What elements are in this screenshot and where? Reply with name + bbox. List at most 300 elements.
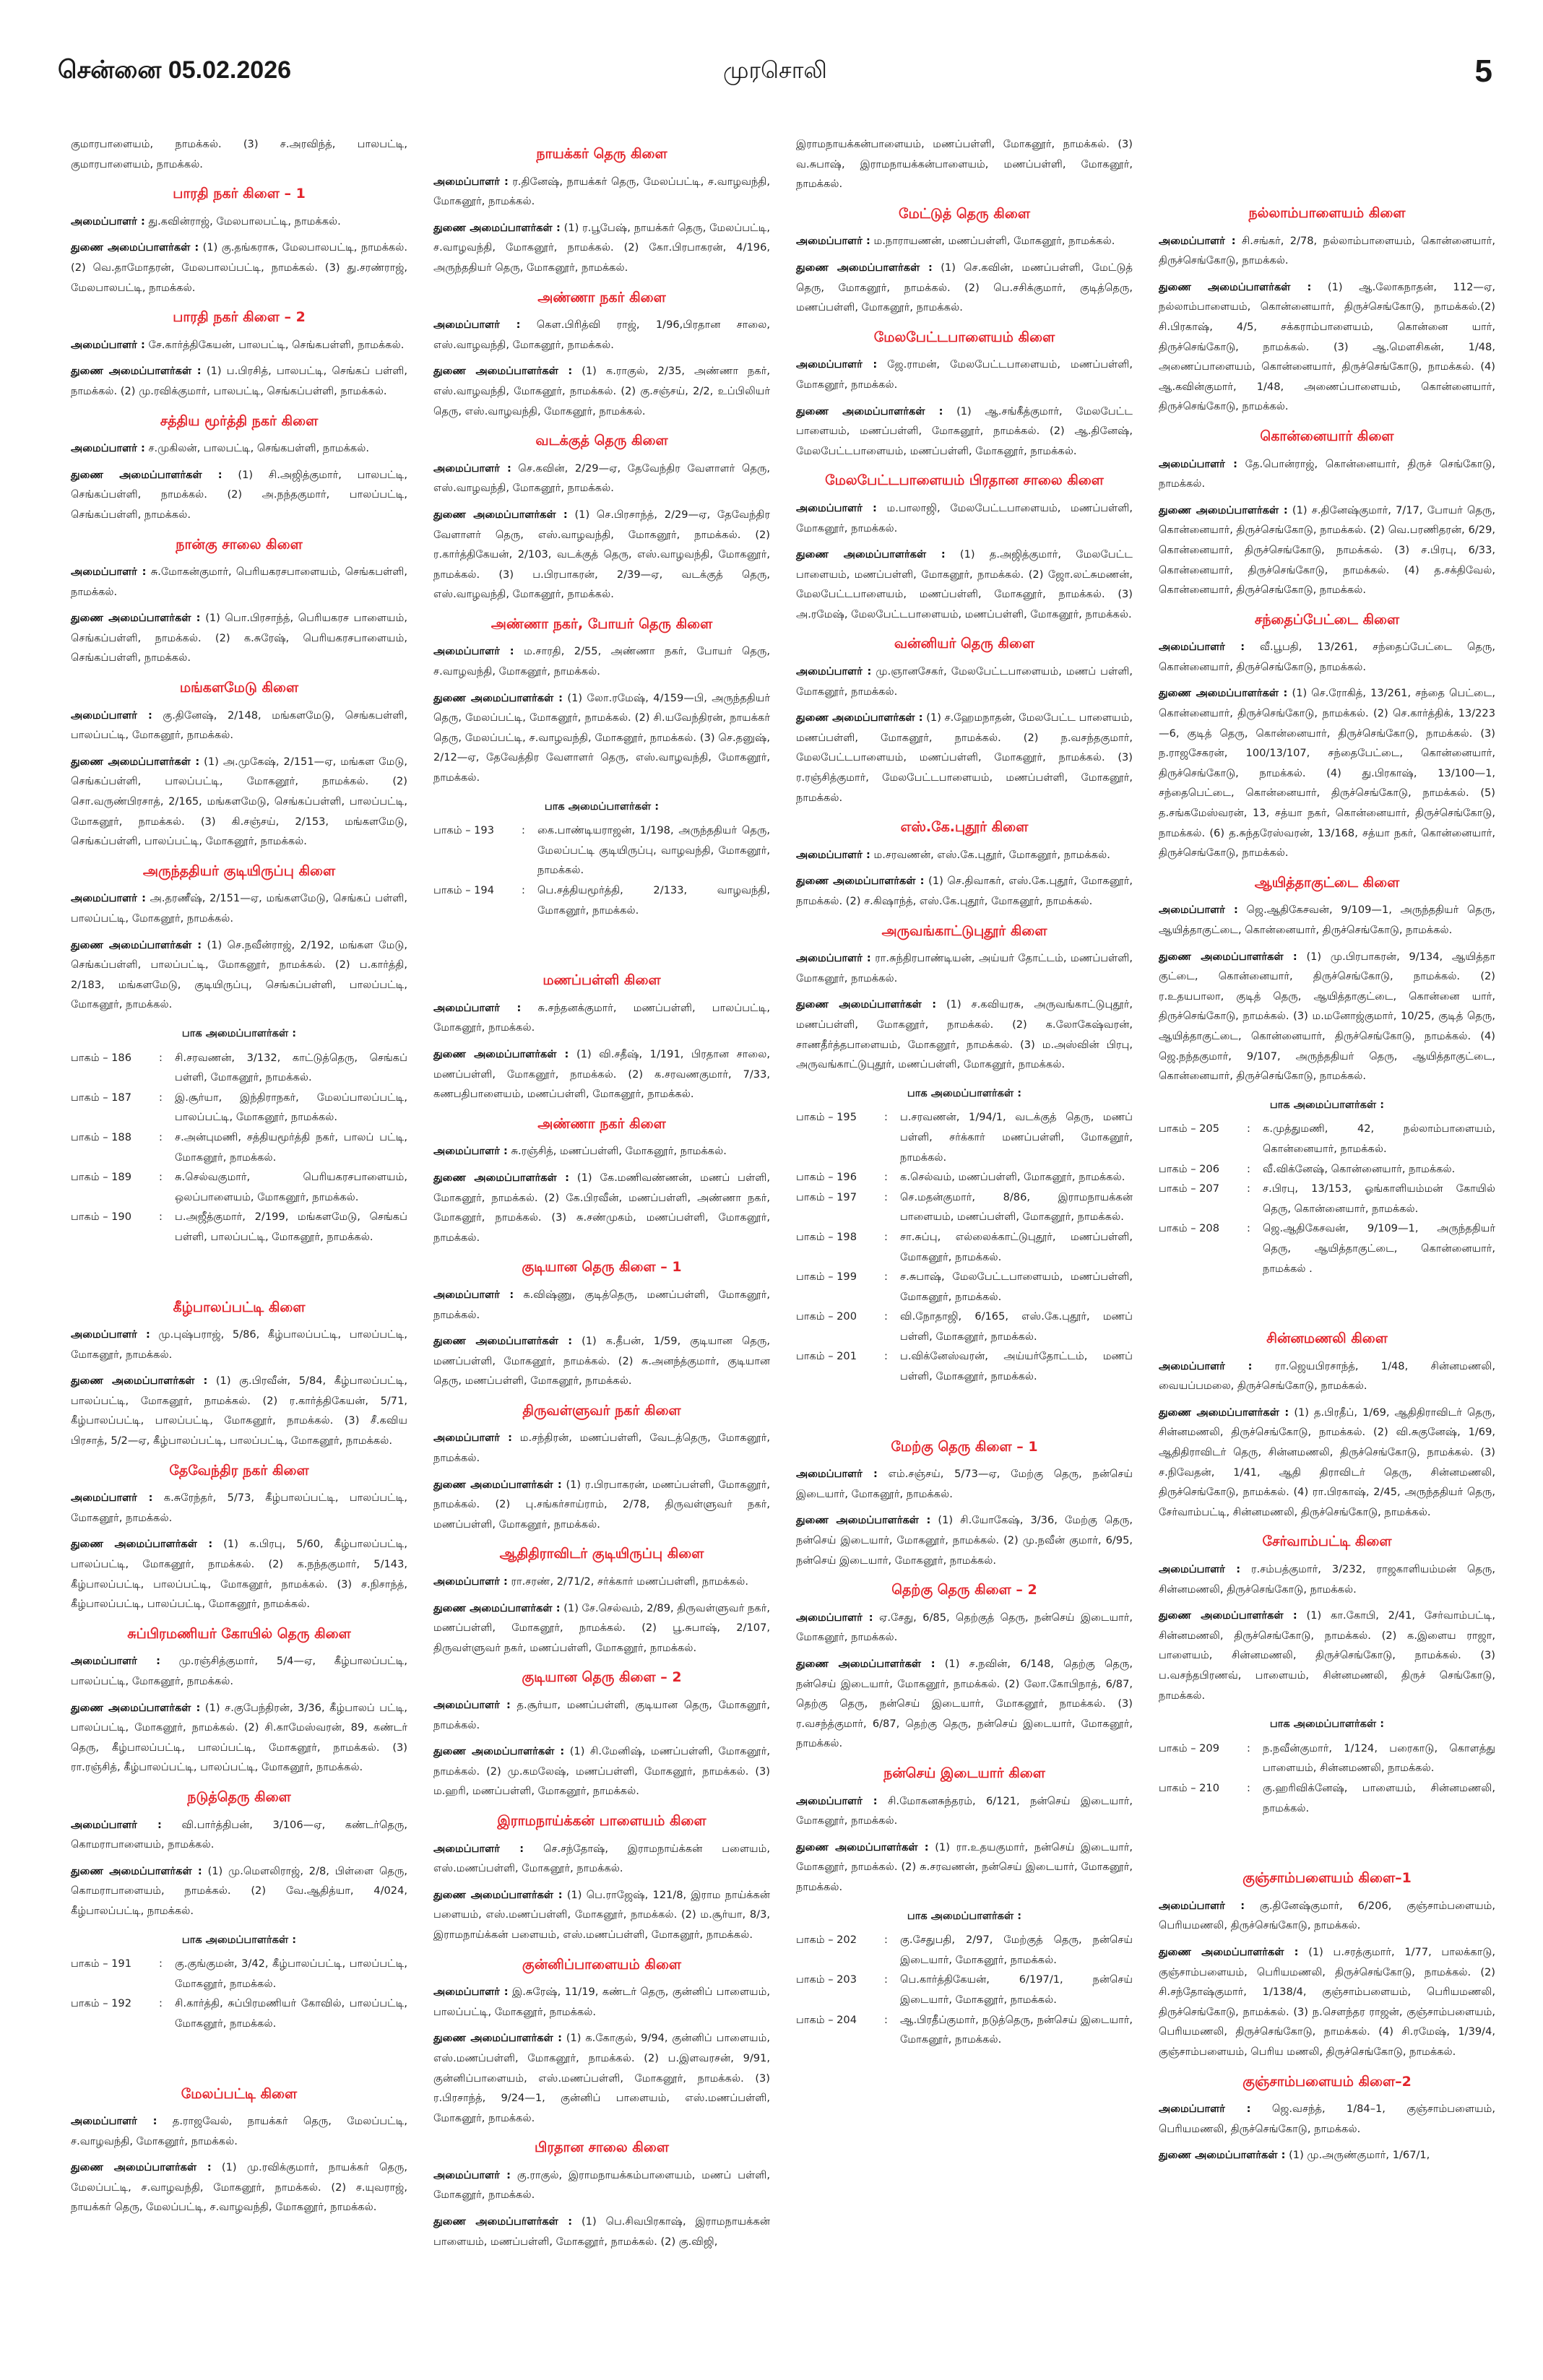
section-subheading: பாக அமைப்பாளர்கள் : <box>544 800 660 813</box>
organizer-details: ச.முகிலன், பாலபட்டி, செங்கபள்ளி, நாமக்கல். <box>144 442 370 455</box>
booth-organizer-row <box>796 1307 1133 1346</box>
role-label: அமைப்பாளர் : <box>433 1001 522 1014</box>
organizer-entry <box>1159 1942 1495 2062</box>
organizer-details: சு.ரஞ்சித், மணப்பள்ளி, மோகனூர், நாமக்கல். <box>507 1145 727 1158</box>
booth-number: பாகம் – 190 <box>71 1211 131 1224</box>
organizer-entry <box>796 498 1133 538</box>
separator-colon: : <box>522 884 525 896</box>
organizer-details: எம்.சஞ்சய், 5/73—ஏ, மேற்கு தெரு, நன்செய் இடையார், மோகனூர், நாமக்கல். <box>796 1468 1133 1500</box>
booth-number: பாகம் – 207 <box>1159 1182 1219 1195</box>
branch-heading: தேவேந்திர நகர் கிளை <box>169 1462 309 1479</box>
organizer-details: ர.சம்பத்குமார், 3/232, ராஜகாளியம்மன் தெரு, சின்னமணலி, திருச்செங்கோடு, நாமக்கல். <box>1159 1563 1496 1596</box>
organizer-details: (1) மு.மௌலிராஜ், 2/8, பிள்ளை தெரு, கொமராபாளையம், நாமக்கல். (2) வே.ஆதித்யா, 4/024, கீழ்பாலப்பட்டி, நாமக்கல். <box>71 1864 407 1917</box>
masthead <box>58 53 1492 100</box>
separator-colon: : <box>159 1051 163 1064</box>
branch-heading: நாயக்கர் தெரு கிளை <box>536 146 667 162</box>
branch-heading: ஆயித்தாகுட்டை கிளை <box>1254 874 1400 891</box>
organizer-entry <box>1159 1896 1495 1936</box>
organizer-details: மு.ரஞ்சித்குமார், 5/4—ஏ, கீழ்பாலப்பட்டி, பாலப்பட்டி, மோகனூர், நாமக்கல். <box>71 1655 408 1687</box>
role-label: அமைப்பாளர் : <box>796 665 872 678</box>
continued-text <box>796 134 1133 194</box>
organizer-details: (1) ர.பிரபாகரன், மணப்பள்ளி, மோகனூர், நாமக்கல். (2) பு.சங்கர்சாய்ராம், 2/78, திருவள்ளுவர் நகர், மணப்பள்ளி, மோகனூர், நாமக்கல். <box>433 1478 770 1531</box>
booth-number: பாகம் – 189 <box>71 1171 131 1184</box>
organizer-entry <box>71 935 407 1015</box>
organizer-entry <box>796 1464 1133 1504</box>
organizer-details: ரா.சுந்திரபாண்டியன், அய்யர் தோட்டம், மணப்பள்ளி, மோகனூர், நாமக்கல். <box>796 952 1133 985</box>
role-label: அமைப்பாளர் : <box>1159 457 1237 470</box>
organizer-details: (1) மு.பிரபாகரன், 9/134, ஆயித்தா குட்டை, கொன்னையார், திருச்செங்கோடு, நாமக்கல். (2) ர.உதயபாலா, குடித் தெரு, ஆயித்தாகுட்டை, கொன்னை யார், திருச்செங்கோடு, நாமக்கல். (3) ம.மனோஜ்குமார், 10/25, குடித் தெரு, ஆயித்தாகுட்டை, கொன்னையார், திருச்செங்கோடு, நாமக்கல். (4) ஜெ.நந்தகுமார், 9/107, அருந்ததியர் தெரு, ஆயித்தாகுட்டை, கொன்னையார், திருச்செங்கோடு, நாமக்கல். <box>1159 950 1495 1083</box>
booth-organizer-details: கை.பாண்டியராஜன், 1/198, அருந்ததியர் தெரு, மேலப்பட்டி குடியிருப்பு, வாழவந்தி, மோகனூர், நாமக்கல். <box>537 824 770 877</box>
organizer-details: (1) பெ.சிவபிரகாஷ், இராமநாயக்கன் பாளையம், மணப்பள்ளி, மோகனூர், நாமக்கல். (2) கு.விஜி, <box>433 2215 770 2248</box>
role-label: துணை அமைப்பாளர்கள் : <box>1159 1406 1289 1419</box>
organizer-details: ரா.ஜெயபிரசாந்த், 1/48, சின்னமணலி, வையப்பமலை, திருச்செங்கோடு, நாமக்கல். <box>1159 1359 1495 1393</box>
organizer-entry <box>433 1285 770 1325</box>
separator-colon: : <box>1247 1222 1250 1235</box>
organizer-details: (1) லோ.ரமேஷ், 4/159—பி, அருந்ததியர் தெரு, மேலப்பட்டி, மோகனூர், நாமக்கல். (2) சி.யவேந்திரன், நாயக்கர் தெரு, மேலப்பட்டி, ச.வாழவந்தி, மோகனூர், நாமக்கல். (3) செ.தனுஷ், 2/12—ஏ, தேவேத்திர வேளாளர் தெரு, எஸ்.வாழவந்தி, மோகனூர், நாமக்கல். <box>433 691 770 784</box>
role-label: அமைப்பாளர் : <box>433 1288 514 1301</box>
separator-colon: : <box>884 1171 888 1184</box>
booth-organizer-details: ச.சுபாஷ், மேலபேட்டபாளையம், மணப்பள்ளி, மோகனூர், நாமக்கல். <box>900 1271 1133 1303</box>
organizer-entry <box>1159 231 1495 271</box>
booth-number: பாகம் – 192 <box>71 1997 131 2010</box>
section-subheading: பாக அமைப்பாளர்கள் : <box>907 1086 1022 1099</box>
organizer-details: ரா.சரண், 2/71/2, சர்க்கார் மணப்பள்ளி, நாமக்கல். <box>507 1575 749 1588</box>
separator-colon: : <box>159 1091 163 1104</box>
article-columns <box>71 134 1497 2258</box>
organizer-details: மு.ஞானசேகர், மேலபேட்டபாளையம், மணப் பள்ளி, மோகனூர், நாமக்கல். <box>796 665 1133 698</box>
role-label: துணை அமைப்பாளர்கள் : <box>1159 2149 1286 2162</box>
organizer-details: த.சூர்யா, மணப்பள்ளி, குடியான தெரு, மோகனூர், நாமக்கல். <box>433 1699 771 1731</box>
booth-organizer-list <box>71 1954 407 2033</box>
column-1 <box>71 134 407 2258</box>
booth-number: பாகம் – 203 <box>796 1973 857 1986</box>
booth-number: பாகம் – 201 <box>796 1350 857 1363</box>
booth-organizer-row <box>71 1048 407 1088</box>
branch-heading: நடுத்தெரு கிளை <box>187 1788 291 1805</box>
booth-organizer-row <box>1159 1219 1495 1278</box>
organizer-entry <box>433 2028 770 2128</box>
section-subheading: பாக அமைப்பாளர்கள் : <box>1269 1098 1385 1111</box>
organizer-entry <box>433 998 770 1038</box>
organizer-details: ஜெ.வசந்த், 1/84–1, குஞ்சாம்பளையம், பெரியமணலி, திருச்செங்கோடு, நாமக்கல். <box>1159 2103 1495 2135</box>
role-label: அமைப்பாளர் : <box>796 1794 878 1807</box>
role-label: துணை அமைப்பாளர்கள் : <box>796 1840 929 1853</box>
organizer-entry <box>71 1861 407 1921</box>
role-label: துணை அமைப்பாளர்கள் : <box>796 998 937 1011</box>
organizer-entry <box>796 845 1133 865</box>
organizer-entry <box>433 641 770 681</box>
organizer-entry <box>433 218 770 278</box>
role-label: துணை அமைப்பாளர்கள் : <box>71 1701 201 1714</box>
branch-heading: மேற்கு தெரு கிளை – 1 <box>891 1438 1038 1455</box>
separator-colon: : <box>159 1957 163 1970</box>
organizer-details: மு.புஷ்பராஜ், 5/86, கீழ்பாலப்பட்டி, பாலப்பட்டி, மோகனூர், நாமக்கல். <box>71 1328 408 1361</box>
separator-colon: : <box>884 1271 888 1284</box>
booth-organizer-row <box>796 1187 1133 1227</box>
role-label: அமைப்பாளர் : <box>71 338 145 351</box>
organizer-details: ம.பாலாஜி, மேலபேட்டபாளையம், மணப்பள்ளி, மோகனூர், நாமக்கல். <box>796 501 1133 535</box>
booth-organizer-row <box>1159 1179 1495 1219</box>
booth-organizer-row <box>433 880 770 920</box>
organizer-details: வீ.பூபதி, 13/261, சந்தைப்பேட்டை தெரு, கொன்னையார், திருச்செங்கோடு, நாமக்கல். <box>1159 641 1495 673</box>
booth-organizer-details: ஆ.பிரதீப்குமார், நடுத்தெரு, நன்செய் இடையார், மோகனூர், நாமக்கல். <box>900 2013 1133 2046</box>
role-label: துணை அமைப்பாளர்கள் : <box>433 2032 562 2045</box>
organizer-entry <box>1159 683 1495 862</box>
organizer-entry <box>71 1371 407 1450</box>
branch-heading: அண்ணா நகர் கிளை <box>537 289 666 306</box>
role-label: அமைப்பாளர் : <box>433 1575 508 1588</box>
organizer-details: வி.பார்த்திபன், 3/106—ஏ, கண்டர்தெரு, கொமராபாளையம், நாமக்கல். <box>71 1818 408 1851</box>
role-label: அமைப்பாளர் : <box>71 1492 153 1505</box>
booth-organizer-details: ப.சரவணன், 1/94/1, வடக்குத் தெரு, மணப் பள்ளி, சர்க்கார் மணப்பள்ளி, மோகனூர், நாமக்கல். <box>900 1111 1133 1164</box>
branch-heading: தெற்கு தெரு கிளை – 2 <box>891 1582 1037 1598</box>
branch-heading: வடக்குத் தெரு கிளை <box>535 433 668 449</box>
organizer-entry <box>71 212 407 232</box>
separator-colon: : <box>1247 1781 1250 1794</box>
organizer-details: (1) வி.சதீஷ், 1/191, பிரதான சாலை, மணப்பள்ளி, மோகனூர், நாமக்கல். (2) க.சரவணகுமார், 7/33, கணபதிபாளையம், மணப்பள்ளி, மோகனூர், நாமக்கல். <box>433 1047 770 1101</box>
organizer-entry <box>796 995 1133 1074</box>
organizer-entry <box>1159 2099 1495 2139</box>
role-label: துணை அமைப்பாளர்கள் : <box>796 1658 935 1670</box>
organizer-entry <box>796 1608 1133 1648</box>
role-label: துணை அமைப்பாளர்கள் : <box>71 2161 212 2174</box>
booth-organizer-row <box>796 1930 1133 1970</box>
booth-number: பாகம் – 209 <box>1159 1741 1219 1754</box>
organizer-details: (1) ரா.உதயகுமார், நன்செய் இடையார், மோகனூர், நாமக்கல். (2) சு.சரவணன், நன்செய் இடையார், மோகனூர், நாமக்கல். <box>796 1840 1133 1893</box>
organizer-entry <box>433 505 770 605</box>
organizer-entry <box>433 2212 770 2251</box>
organizer-details: (1) சே.செல்வம், 2/89, திருவள்ளுவர் நகர், மணப்பள்ளி, மோகனூர், நாமக்கல். (2) பூ.சுபாஷ், 2/107, திருவள்ளுவர் நகர், மணப்பள்ளி, மோகனூர், நாமக்கல். <box>433 1601 770 1654</box>
organizer-details: (1) க.கோகுல், 9/94, குன்னிப் பாளையம், எஸ்.மணப்பள்ளி, மோகனூர், நாமக்கல். (2) ப.இளவரசன், 9/91, குன்னிப்பாளையம், எஸ்.மணப்பள்ளி, மோகனூர், நாமக்கல். (3) ர.பிரசாந்த், 9/24—1, குன்னிப் பாளையம், எஸ்.மணப்பள்ளி, மோகனூர், நாமக்கல். <box>433 2032 771 2124</box>
organizer-entry <box>433 1475 770 1535</box>
role-label: அமைப்பாளர் : <box>1159 2103 1251 2116</box>
branch-heading: குடியான தெரு கிளை – 2 <box>522 1669 682 1686</box>
role-label: துணை அமைப்பாளர்கள் : <box>796 875 925 888</box>
organizer-details: (1) செ.திவாகர், எஸ்.கே.புதூர், மோகனூர், நாமக்கல். (2) ச.கிஷாந்த், எஸ்.கே.புதூர், மோகனூர், நாமக்கல். <box>796 875 1133 907</box>
branch-heading: அருவங்காட்டுபுதூர் கிளை <box>881 922 1047 939</box>
role-label: துணை அமைப்பாளர்கள் : <box>796 548 946 561</box>
organizer-details: (1) த.அஜித்குமார், மேலபேட்ட பாளையம், மணப்பள்ளி, மோகனூர், நாமக்கல். (2) ஜோ.லட்சுமணன், மேலபேட்டபாளையம், மணப்பள்ளி, மோகனூர், நாமக்கல். (3) அ.ரமேஷ், மேலபேட்டபாளையம், மணப்பள்ளி, மோகனூர், நாமக்கல். <box>796 548 1133 620</box>
organizer-details: (1) ச.தினேஷ்குமார், 7/17, போயர் தெரு, கொன்னையார், திருச்செங்கோடு, நாமக்கல். (2) வெ.பரணிதரன், 6/29, கொன்னையார், திருச்செங்கோடு, நாமக்கல். (3) ச.பிரபு, 6/33, கொன்னையார், திருச்செங்கோடு, நாமக்கல். (4) த.சக்திவேல், கொன்னையார், திருச்செங்கோடு, நாமக்கல். <box>1159 503 1495 597</box>
branch-heading: குஞ்சாம்பளையம் கிளை–1 <box>1242 1870 1412 1887</box>
role-label: துணை அமைப்பாளர்கள் : <box>71 612 201 625</box>
role-label: துணை அமைப்பாளர்கள் : <box>433 1601 561 1614</box>
organizer-entry <box>1159 277 1495 417</box>
separator-colon: : <box>884 1934 888 1947</box>
booth-organizer-row <box>71 1167 407 1207</box>
branch-heading: நன்செய் இடையார் கிளை <box>883 1765 1045 1781</box>
organizer-entry <box>433 1572 770 1592</box>
organizer-details: கு.தினேஷ்குமார், 6/206, குஞ்சாம்பளையம், பெரியமணலி, திருச்செங்கோடு, நாமக்கல். <box>1159 1899 1496 1932</box>
organizer-details: ம.சந்திரன், மணப்பள்ளி, வேடத்தெரு, மோகனூர், நாமக்கல். <box>433 1432 770 1465</box>
separator-colon: : <box>522 824 525 837</box>
organizer-details: (1) க.பிரபு, 5/60, கீழ்பாலப்பட்டி, பாலப்பட்டி, மோகனூர், நாமக்கல். (2) க.நந்தகுமார், 5/143, கீழ்பாலப்பட்டி, பாலப்பட்டி, மோகனூர், நாமக்கல். (3) ச.நிசாந்த், கீழ்பாலப்பட்டி, பாலப்பட்டி, மோகனூர், நாமக்கல். <box>71 1538 407 1611</box>
separator-colon: : <box>1247 1182 1250 1195</box>
organizer-details: (1) செ.கவின், மணப்பள்ளி, மேட்டுத் தெரு, மோகனூர், நாமக்கல். (2) பெ.சசிக்குமார், குடித்தெரு, மணப்பள்ளி, மோகனூர், நாமக்கல். <box>796 261 1133 314</box>
organizer-details: (1) மு.ரவிக்குமார், நாயக்கர் தெரு, மேலப்பட்டி, ச.வாழவந்தி, மோகனூர், நாமக்கல். (2) ச.யுவராஜ், நாயக்கர் தெரு, மேலப்பட்டி, ச.வாழவந்தி, மோகனூர், நாமக்கல். <box>71 2161 407 2214</box>
booth-organizer-details: சி.கார்த்தி, சுப்பிரமணியர் கோவில், பாலப்பட்டி, மோகனூர், நாமக்கல். <box>175 1997 407 2030</box>
branch-heading: குடியான தெரு கிளை – 1 <box>522 1259 682 1276</box>
booth-organizer-row <box>71 1207 407 1247</box>
role-label: துணை அமைப்பாளர்கள் : <box>433 2215 573 2228</box>
organizer-entry <box>71 562 407 602</box>
organizer-entry <box>433 1331 770 1391</box>
separator-colon: : <box>884 1190 888 1203</box>
booth-number: பாகம் – 208 <box>1159 1222 1219 1235</box>
organizer-entry <box>1159 900 1495 940</box>
booth-organizer-details: ஜெ.ஆதிகேசவன், 9/109—1, அருந்ததியர் தெரு, ஆயித்தாகுட்டை, கொன்னையார், நாமக்கல் . <box>1263 1222 1495 1275</box>
organizer-details: (1) சி.யோகேஷ், 3/36, மேற்கு தெரு, நன்செய் இடையார், மோகனூர், நாமக்கல். (2) மு.நவீன் குமார், 6/95, நன்செய் இடையார், மோகனூர், நாமக்கல். <box>796 1514 1133 1567</box>
organizer-entry <box>433 1741 770 1801</box>
column-4 <box>1159 134 1495 2258</box>
organizer-entry <box>796 871 1133 911</box>
booth-number: பாகம் – 210 <box>1159 1781 1219 1794</box>
organizer-entry <box>433 1428 770 1468</box>
role-label: துணை அமைப்பாளர்கள் : <box>433 1171 569 1184</box>
branch-heading: திருவள்ளுவர் நகர் கிளை <box>522 1402 681 1419</box>
booth-organizer-list <box>796 1930 1133 2050</box>
organizer-details: (1) பெ.ராஜேஷ், 121/8, இராம நாய்க்கன் பளையம், எஸ்.மணப்பள்ளி, மோகனூர், நாமக்கல். (2) ம.சூர்யா, 8/3, இராமநாய்க்கன் பளையம், எஸ்.மணப்பள்ளி, மோகனூர், நாமக்கல். <box>433 1888 771 1941</box>
organizer-details: தே.பொன்ராஜ், கொன்னையார், திருச் செங்கோடு, நாமக்கல். <box>1159 457 1495 490</box>
organizer-details: (1) ச.நவின், 6/148, தெற்கு தெரு, நன்செய் இடையார், மோகனூர், நாமக்கல். (2) லோ.கோபிநாத், 6/87, தெற்கு தெரு, நன்செய் இடையார், மோகனூர், நாமக்கல். (3) ர.வசந்த்குமார், 6/87, தெற்கு தெரு, நன்செய் இடையார், மோகனூர், நாமக்கல். <box>796 1658 1133 1750</box>
section-subheading: பாக அமைப்பாளர்கள் : <box>181 1026 297 1039</box>
booth-organizer-row <box>796 1267 1133 1307</box>
organizer-entry <box>71 706 407 745</box>
role-label: அமைப்பாளர் : <box>71 2115 157 2128</box>
organizer-details: சி.சங்கர், 2/78, நல்லாம்பாளையம், கொன்னையார், திருச்செங்கோடு, நாமக்கல். <box>1159 234 1495 267</box>
role-label: அமைப்பாளர் : <box>433 1986 509 1999</box>
organizer-entry <box>1159 501 1495 600</box>
booth-organizer-list <box>71 1048 407 1247</box>
organizer-details: (1) க.ராகுல், 2/35, அண்ணா நகர், எஸ்.வாழவந்தி, மோகனூர், நாமக்கல். (2) கு.சஞ்சய், 2/2, உப்பிலியர் தெரு, எஸ்.வாழவந்தி, மோகனூர், நாமக்கல். <box>433 365 771 417</box>
organizer-details: குமாரபாளையம், நாமக்கல். (3) ச.அரவிந்த், பாலபட்டி, குமாரபாளையம், நாமக்கல். <box>71 138 407 170</box>
organizer-entry <box>1159 2145 1495 2165</box>
booth-organizer-details: கு.ஹரிவிக்னேஷ், பாளையம், சின்னமணலி, நாமக்கல். <box>1263 1781 1495 1814</box>
organizer-details: அ.தரணீஷ், 2/151—ஏ, மங்களமேடு, செங்கப் பள்ளி, பாலப்பட்டி, மோகனூர், நாமக்கல். <box>71 892 408 925</box>
separator-colon: : <box>1247 1162 1250 1175</box>
branch-heading: சின்னமணலி கிளை <box>1266 1330 1388 1347</box>
booth-number: பாகம் – 195 <box>796 1111 857 1124</box>
organizer-entry <box>433 1044 770 1104</box>
branch-heading: குஞ்சாம்பளையம் கிளை–2 <box>1242 2073 1412 2090</box>
organizer-details: கௌ.பிரித்வி ராஜ், 1/96,பிரதான சாலை, எஸ்.வாழவந்தி, மோகனூர், நாமக்கல். <box>433 319 770 351</box>
organizer-details: (1) கே.மணிவண்ணன், மணப் பள்ளி, மோகனூர், நாமக்கல். (2) கே.பிரவீன், மணப்பள்ளி, அண்ணா நகர், மோகனூர், நாமக்கல். (3) சு.சண்முகம், மணப்பள்ளி, மோகனூர், நாமக்கல். <box>433 1171 770 1244</box>
organizer-entry <box>433 1695 770 1735</box>
organizer-entry <box>796 1838 1133 1897</box>
role-label: துணை அமைப்பாளர்கள் : <box>1159 1945 1299 1958</box>
column-3 <box>796 134 1133 2258</box>
organizer-entry <box>71 335 407 355</box>
booth-number: பாகம் – 198 <box>796 1230 857 1243</box>
organizer-details: (1) த.பிரதீப், 1/69, ஆதிதிராவிடர் தெரு, சின்னமணலி, திருச்செங்கோடு, நாமக்கல். (2) வி.சுகுனேஷ், 1/69, ஆதிதிராவிடர் தெரு, சின்னமணலி, திருச்செங்கோடு, நாமக்கல். (3) ச.நிவேதன், 1/41, ஆதி திராவிடர் தெரு, சின்னமணலி, திருச்செங்கோடு, நாமக்கல். (4) ரா.பிரகாஷ், 2/45, அருந்ததியர் தெரு, சேர்வாம்பட்டி, சின்னமணலி, திருச்செங்கோடு, நாமக்கல். <box>1159 1406 1495 1518</box>
organizer-entry <box>1159 1606 1495 1705</box>
role-label: அமைப்பாளர் : <box>71 215 145 228</box>
section-subheading: பாக அமைப்பாளர்கள் : <box>181 1933 297 1946</box>
role-label: அமைப்பாளர் : <box>433 1432 512 1445</box>
booth-organizer-list <box>1159 1119 1495 1278</box>
branch-heading: சுப்பிரமணியர் கோயில் தெரு கிளை <box>127 1625 351 1642</box>
newspaper-title: முரசொலி <box>723 56 827 84</box>
organizer-entry <box>433 1598 770 1658</box>
booth-number: பாகம் – 204 <box>796 2013 857 2026</box>
organizer-entry <box>1159 947 1495 1086</box>
organizer-details: ஜெ.ஆதிகேசவன், 9/109—1, அருந்ததியர் தெரு, ஆயித்தாகுட்டை, கொன்னையார், திருச்செங்கோடு, நாமக்கல். <box>1159 904 1496 936</box>
organizer-details: ஜே.ராமன், மேலபேட்டபாளையம், மணப்பள்ளி, மோகனூர், நாமக்கல். <box>796 358 1133 391</box>
organizer-details: இராமநாயக்கன்பாளையம், மணப்பள்ளி, மோகனூர், நாமக்கல். (3) வ.சுபாஷ், இராமநாயக்கன்பாளையம், மணப்பள்ளி, மோகனூர், நாமக்கல். <box>796 138 1133 191</box>
organizer-entry <box>433 361 770 421</box>
organizer-entry <box>796 231 1133 251</box>
branch-heading: சந்தைப்பேட்டை கிளை <box>1254 611 1400 628</box>
organizer-entry <box>433 315 770 355</box>
branch-heading: மேலபேட்டபாளையம் கிளை <box>873 329 1055 345</box>
organizer-entry <box>1159 1403 1495 1523</box>
organizer-details: (1) கு.பிரவீன், 5/84, கீழ்பாலப்பட்டி, பாலப்பட்டி, மோகனூர், நாமக்கல். (2) ர.கார்த்திகேயன், 5/71, கீழ்பாலப்பட்டி, பாலப்பட்டி, மோகனூர், நாமக்கல். (3) சீ.கவிய பிரசாத், 5/2—ஏ, கீழ்பாலப்பட்டி, பாலப்பட்டி, மோகனூர், நாமக்கல். <box>71 1375 407 1448</box>
continued-text <box>71 134 407 174</box>
booth-organizer-row <box>1159 1159 1495 1180</box>
role-label: அமைப்பாளர் : <box>1159 1359 1253 1372</box>
organizer-details: (1) ப.பிரசித், பாலபட்டி, செங்கப் பள்ளி, நாமக்கல். (2) மு.ரவிக்குமார், பாலபட்டி, செங்கப்பள்ளி, நாமக்கல். <box>71 365 407 397</box>
role-label: அமைப்பாளர் : <box>71 709 152 722</box>
booth-organizer-row <box>433 821 770 880</box>
organizer-entry <box>433 1839 770 1879</box>
booth-organizer-list <box>1159 1739 1495 1818</box>
role-label: அமைப்பாளர் : <box>71 1328 150 1341</box>
role-label: அமைப்பாளர் : <box>71 1655 160 1668</box>
edition-date: சென்னை 05.02.2026 <box>58 56 292 84</box>
organizer-details: சே.கார்த்திகேயன், பாலபட்டி, செங்கபள்ளி, நாமக்கல். <box>144 338 405 351</box>
booth-organizer-details: பெ.கார்த்திகேயன், 6/197/1, நன்செய் இடையார், மோகனூர், நாமக்கல். <box>900 1973 1133 2006</box>
branch-heading: அருந்ததியர் குடியிருப்பு கிளை <box>142 862 336 879</box>
booth-organizer-details: க.முத்துமணி, 42, நல்லாம்பாளையம், கொன்னையார், நாமக்கல். <box>1263 1122 1495 1155</box>
booth-organizer-list <box>433 821 770 920</box>
booth-organizer-details: பெ.சத்தியமூர்த்தி, 2/133, வாழவந்தி, மோகனூர், நாமக்கல். <box>537 884 770 917</box>
organizer-entry <box>796 662 1133 701</box>
organizer-entry <box>71 465 407 525</box>
branch-heading: ஆதிதிராவிடர் குடியிருப்பு கிளை <box>499 1546 704 1562</box>
organizer-details: சு.மோகன்குமார், பெரியகரசபாளையம், செங்கபள்ளி, நாமக்கல். <box>71 566 408 598</box>
organizer-details: இ.சுரேஷ், 11/19, கண்டர் தெரு, குன்னிப் பாளையம், பாலப்பட்டி, மோகனூர், நாமக்கல். <box>433 1986 771 2018</box>
role-label: துணை அமைப்பாளர்கள் : <box>71 241 199 254</box>
organizer-details: (1) ச.கவியரசு, அருவங்காட்டுபுதூர், மணப்பள்ளி, மோகனூர், நாமக்கல். (2) க.லோகேஷ்வரன், சாணதீர்த்தபாளையம், மோகனூர், நாமக்கல். (3) ம.அஸ்வின் பிரபு, அருவங்காட்டுபுதூர், மணப்பள்ளி, மோகனூர், நாமக்கல். <box>796 998 1133 1071</box>
separator-colon: : <box>884 1973 888 1986</box>
role-label: துணை அமைப்பாளர்கள் : <box>71 1538 213 1551</box>
organizer-details: (1) சி.அஜித்குமார், பாலபட்டி, செங்கப்பள்ளி, நாமக்கல். (2) அ.நந்தகுமார், பாலப்பட்டி, செங்கப்பள்ளி, நாமக்கல். <box>71 468 407 521</box>
branch-heading: மேலபேட்டபாளையம் பிரதான சாலை கிளை <box>825 472 1104 489</box>
organizer-details: (1) அ.முகேஷ், 2/151—ஏ, மங்கள மேடு, செங்கப்பள்ளி, பாலப்பட்டி, மோகனூர், நாமக்கல். (2) சொ.வருண்பிரசாத், 2/165, மங்களமேடு, செங்கப்பள்ளி, பாலப்பட்டி, மோகனூர், நாமக்கல். (3) கி.சஞ்சய், 2/153, மங்களமேடு, செங்கப்பள்ளி, பாலப்பட்டி, மோகனூர், நாமக்கல். <box>71 755 408 848</box>
role-label: துணை அமைப்பாளர்கள் : <box>796 711 923 724</box>
booth-organizer-row <box>71 1088 407 1128</box>
organizer-details: சு.சந்தனக்குமார், மணப்பள்ளி, பாலப்பட்டி, மோகனூர், நாமக்கல். <box>433 1001 770 1034</box>
role-label: துணை அமைப்பாளர்கள் : <box>433 1335 573 1348</box>
separator-colon: : <box>159 1211 163 1224</box>
organizer-details: (1) ஆ.சங்கீத்குமார், மேலபேட்ட பாளையம், மணப்பள்ளி, மோகனூர், நாமக்கல். (2) ஆ.தினேஷ், மேலபேட்டபாளையம், மணப்பள்ளி, மோகனூர், நாமக்கல். <box>796 404 1133 457</box>
organizer-entry <box>796 355 1133 394</box>
organizer-entry <box>71 1325 407 1364</box>
role-label: அமைப்பாளர் : <box>796 358 878 371</box>
role-label: அமைப்பாளர் : <box>796 1611 873 1624</box>
booth-organizer-details: இ.சூர்யா, இந்திராநகர், மேலப்பாலப்பட்டி, பாலப்பட்டி, மோகனூர், நாமக்கல். <box>175 1091 407 1124</box>
booth-organizer-details: ப.அஜீத்குமார், 2/199, மங்களமேடு, செங்கப் பள்ளி, பாலப்பட்டி, மோகனூர், நாமக்கல். <box>175 1211 407 1243</box>
branch-heading: அண்ணா நகர் கிளை <box>537 1115 666 1132</box>
branch-heading: சத்திய மூர்த்தி நகர் கிளை <box>160 412 319 429</box>
role-label: அமைப்பாளர் : <box>433 1145 508 1158</box>
section-subheading: பாக அமைப்பாளர்கள் : <box>907 1909 1022 1922</box>
organizer-entry <box>71 1698 407 1778</box>
role-label: அமைப்பாளர் : <box>433 1842 524 1855</box>
booth-organizer-details: கு.குங்குமன், 3/42, கீழ்பாலப்பட்டி, பாலப்பட்டி, மோகனூர், நாமக்கல். <box>175 1957 407 1990</box>
organizer-entry <box>71 1488 407 1528</box>
role-label: துணை அமைப்பாளர்கள் : <box>433 365 573 378</box>
branch-heading: எஸ்.கே.புதூர் கிளை <box>900 819 1029 836</box>
branch-heading: கீழ்பாலப்பட்டி கிளை <box>173 1299 306 1315</box>
role-label: அமைப்பாளர் : <box>1159 641 1245 654</box>
organizer-details: செ.கவின், 2/29—ஏ, தேவேந்திர வேளாளர் தெரு, எஸ்.வாழவந்தி, மோகனூர், நாமக்கல். <box>433 462 770 495</box>
organizer-entry <box>1159 454 1495 494</box>
booth-number: பாகம் – 197 <box>796 1190 857 1203</box>
role-label: துணை அமைப்பாளர்கள் : <box>71 365 202 378</box>
role-label: துணை அமைப்பாளர்கள் : <box>796 404 943 417</box>
role-label: அமைப்பாளர் : <box>1159 1563 1241 1576</box>
role-label: துணை அமைப்பாளர்கள் : <box>796 1514 931 1527</box>
organizer-entry <box>71 1651 407 1691</box>
organizer-details: (1) செ.நவீன்ராஜ், 2/192, மங்கள மேடு, செங்கப்பள்ளி, பாலப்பட்டி, மோகனூர், நாமக்கல். (2) ப.கார்த்தி, 2/183, மங்களமேடு, குடியிருப்பு, செங்கப்பள்ளி, பாலப்பட்டி, மோகனூர், நாமக்கல். <box>71 938 407 1011</box>
role-label: துணை அமைப்பாளர்கள் : <box>433 1745 565 1758</box>
organizer-entry <box>433 1982 770 2022</box>
organizer-entry <box>796 708 1133 808</box>
organizer-details: (1) கா.கோபி, 2/41, சேர்வாம்பட்டி, சின்னமணலி, திருச்செங்கோடு, நாமக்கல். (2) க.இளைய ராஜா, பாளையம், சின்னமணலி, திருச்செங்கோடு, நாமக்கல். (3) ப.வசந்தபிரணவ், பாளையம், சின்னமணலி, திருச் செங்கோடு, நாமக்கல். <box>1159 1609 1495 1702</box>
role-label: துணை அமைப்பாளர்கள் : <box>1159 503 1288 516</box>
organizer-entry <box>71 888 407 928</box>
separator-colon: : <box>1247 1122 1250 1135</box>
role-label: துணை அமைப்பாளர்கள் : <box>433 691 563 704</box>
role-label: அமைப்பாளர் : <box>71 1818 162 1831</box>
organizer-details: (1) மு.அருண்குமார், 1/67/1, <box>1285 2149 1430 2162</box>
branch-heading: குன்னிப்பாளையம் கிளை <box>522 1956 682 1973</box>
booth-number: பாகம் – 191 <box>71 1957 131 1970</box>
organizer-details: (1) ச.குபேந்திரன், 3/36, கீழ்பாலப் பட்டி, பாலப்பட்டி, மோகனூர், நாமக்கல். (2) சி.காமேஸ்வரன், 89, கண்டர் தெரு, கீழ்பாலப்பட்டி, பாலப்பட்டி, மோகனூர், நாமக்கல். (3) ரா.ரஞ்சித், கீழ்பாலப்பட்டி, பாலப்பட்டி, மோகனூர், நாமக்கல். <box>71 1701 407 1774</box>
separator-colon: : <box>159 1997 163 2010</box>
organizer-entry <box>433 2165 770 2205</box>
booth-number: பாகம் – 186 <box>71 1051 131 1064</box>
role-label: துணை அமைப்பாளர்கள் : <box>1159 950 1297 963</box>
organizer-entry <box>433 1168 770 1247</box>
role-label: அமைப்பாளர் : <box>1159 234 1236 247</box>
organizer-details: சி.மோகனசுந்தரம், 6/121, நன்செய் இடையார், மோகனூர், நாமக்கல். <box>796 1794 1133 1827</box>
role-label: அமைப்பாளர் : <box>1159 1899 1245 1912</box>
branch-heading: மேட்டுத் தெரு கிளை <box>899 205 1030 222</box>
organizer-details: ம.நாராயணன், மணப்பள்ளி, மோகனூர், நாமக்கல். <box>870 235 1115 248</box>
organizer-entry <box>71 1815 407 1855</box>
organizer-details: (1) சி.மேனிஷ், மணப்பள்ளி, மோகனூர், நாமக்கல். (2) மு.கமலேஷ், மணப்பள்ளி, மோகனூர், நாமக்கல். (3) ம.ஹரி, மணப்பள்ளி, மோகனூர், நாமக்கல். <box>433 1745 770 1798</box>
role-label: துணை அமைப்பாளர்கள் : <box>433 1478 562 1491</box>
booth-organizer-list <box>796 1107 1133 1386</box>
booth-number: பாகம் – 196 <box>796 1171 857 1184</box>
branch-heading: நான்கு சாலை கிளை <box>176 536 303 553</box>
role-label: அமைப்பாளர் : <box>796 501 877 514</box>
role-label: அமைப்பாளர் : <box>71 442 145 455</box>
role-label: துணை அமைப்பாளர்கள் : <box>1159 280 1312 293</box>
organizer-entry <box>1159 1356 1495 1396</box>
booth-organizer-row <box>1159 1778 1495 1818</box>
organizer-entry <box>796 1654 1133 1754</box>
organizer-details: (1) ச.ஹேமநாதன், மேலபேட்ட பாளையம், மணப்பள்ளி, மோகனூர், நாமக்கல். (2) ந.வசந்தகுமார், மேலபேட்டபாளையம், மணப்பள்ளி, மோகனூர், நாமக்கல். (3) ர.ரஞ்சித்குமார், மேலபேட்டபாளையம், மணப்பள்ளி, மோகனூர், நாமக்கல். <box>796 711 1133 804</box>
organizer-entry <box>71 2158 407 2217</box>
organizer-details: (1) ஆ.லோகநாதன், 112—ஏ, நல்லாம்பாளையம், கொன்னையார், திருச்செங்கோடு, நாமக்கல்.(2) சி.பிரகாஷ், 4/5, சக்கராம்பாளையம், கொன்னை யார், திருச்செங்கோடு, நாமக்கல். (3) ஆ.மௌசிகன், 1/48, அணைப்பாளையம், கொன்னையார், திருச்செங்கோடு, நாமக்கல். (4) ஆ.கவின்குமார், 1/48, அணைப்பாளையம், கொன்னையார், திருச்செங்கோடு, நாமக்கல். <box>1159 280 1495 413</box>
organizer-entry <box>433 688 770 788</box>
organizer-entry <box>71 608 407 668</box>
organizer-details: ம.சாரதி, 2/55, அண்ணா நகர், போயர் தெரு, ச.வாழவந்தி, மோகனூர், நாமக்கல். <box>433 645 770 678</box>
organizer-entry <box>433 1141 770 1161</box>
